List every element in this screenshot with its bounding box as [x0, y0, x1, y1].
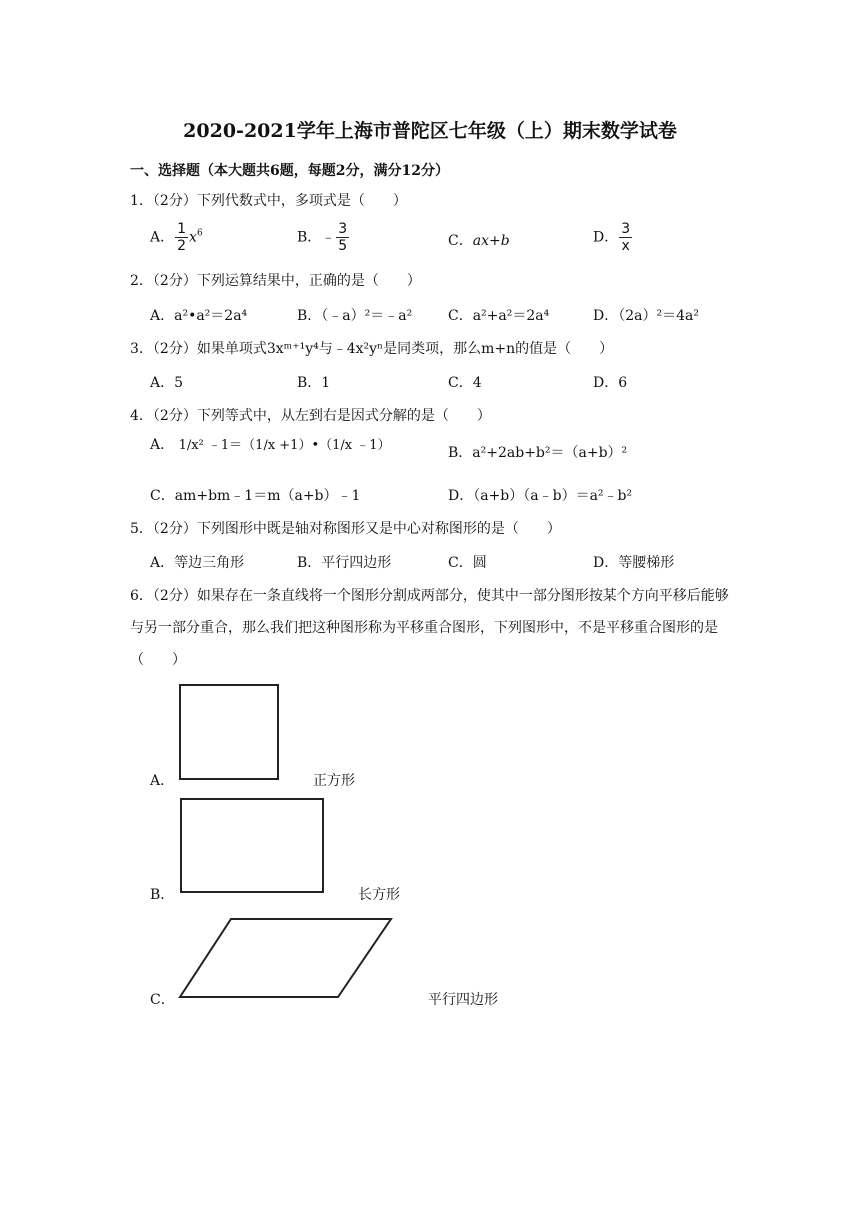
question-6-option-a-name: 正方形	[313, 773, 355, 789]
option-label: B．	[297, 229, 322, 246]
fraction-denominator: x	[621, 238, 630, 254]
rectangle-shape	[181, 799, 323, 892]
option-label: A．	[150, 437, 175, 453]
expression: ax+b	[472, 233, 510, 249]
question-5-option-d: D．等腰梯形	[593, 555, 675, 571]
variable: x	[189, 229, 197, 246]
question-6-stem: 6．（2分）如果存在一条直线将一个图形分割成两部分，使其中一部分图形按某个方向平移后能够与另一部分重合，那么我们把这种图形称为平移重合图形，下列图形中，不是平移重合图形的是（ ）	[130, 588, 729, 668]
fraction-numerator: 3	[338, 221, 348, 237]
fraction-numerator: 3	[621, 221, 631, 237]
question-6-option-c-name: 平行四边形	[428, 992, 498, 1008]
option-a-expression: 1/x² ﹣1＝（1/x +1）•（1/x ﹣1）	[178, 438, 391, 453]
question-3-option-a: A．5	[150, 375, 184, 391]
question-2-option-d: D．（2a）²＝4a²	[593, 308, 699, 324]
question-5-stem: 5．（2分）下列图形中既是轴对称图形又是中心对称图形的是（ ）	[130, 521, 561, 537]
question-4-option-c: C．am+bm﹣1＝m（a+b）﹣1	[150, 488, 361, 504]
question-3-option-c: C．4	[448, 375, 482, 391]
question-2-option-b: B．（﹣a）²＝﹣a²	[297, 308, 413, 324]
parallelogram-shape	[180, 919, 391, 997]
fraction-denominator: 2	[177, 238, 187, 254]
question-4-stem: 4．（2分）下列等式中，从左到右是因式分解的是（ ）	[130, 408, 491, 424]
question-4-option-b: B．a²+2ab+b²＝（a+b）²	[448, 445, 628, 461]
option-label: C．	[448, 233, 473, 249]
question-2-option-c: C．a²+a²＝2a⁴	[448, 308, 550, 324]
option-label: A．	[150, 229, 175, 246]
question-2-stem: 2．（2分）下列运算结果中，正确的是（ ）	[130, 273, 421, 289]
section-heading: 一、选择题（本大题共6题，每题2分，满分12分）	[130, 163, 449, 179]
minus-sign: ﹣	[321, 229, 336, 246]
question-1-stem: 1．（2分）下列代数式中，多项式是（ ）	[130, 193, 407, 209]
question-3-stem: 3．（2分）如果单项式3xᵐ⁺¹y⁴与﹣4x²yⁿ是同类项，那么m+n的值是（ ）	[130, 341, 614, 357]
question-6-option-c-label: C．	[150, 992, 175, 1008]
question-5-option-b: B．平行四边形	[297, 555, 392, 571]
fraction-numerator: 1	[177, 221, 187, 237]
option-label: D．	[593, 229, 619, 246]
question-5-option-c: C．圆	[448, 555, 487, 571]
page-title: 2020-2021学年上海市普陀区七年级（上）期末数学试卷	[183, 120, 677, 142]
question-6-option-a-label: A．	[150, 773, 175, 789]
fraction-denominator: 5	[338, 238, 348, 254]
square-shape	[180, 685, 278, 779]
question-2-option-a: A．a²•a²＝2a⁴	[150, 308, 248, 324]
question-3-option-b: B．1	[297, 375, 331, 391]
question-3-option-d: D．6	[593, 375, 628, 391]
question-6-option-b-name: 长方形	[358, 887, 400, 903]
question-5-option-a: A．等边三角形	[150, 555, 245, 571]
question-4-option-d: D．（a+b）（a﹣b）＝a²﹣b²	[448, 488, 633, 504]
exponent: 6	[196, 228, 203, 239]
question-6-option-b-label: B．	[150, 887, 175, 903]
